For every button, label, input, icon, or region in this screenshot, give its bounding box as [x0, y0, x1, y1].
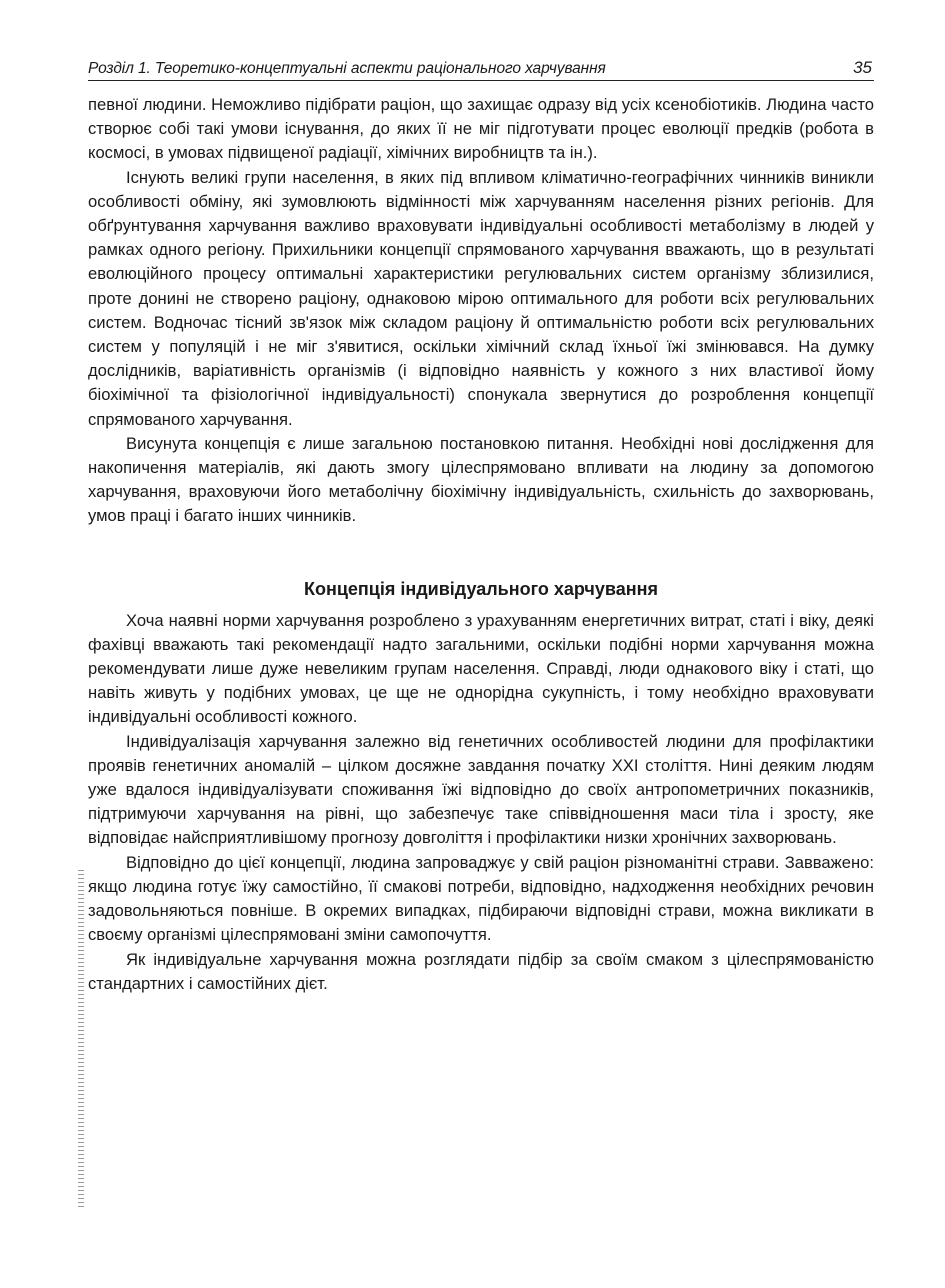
paragraph-continuation: певної людини. Неможливо підібрати раціон, що захищає одразу від усіх ксенобіотиків. Людина часто створює собі такі умови існування, до яких її не міг підготувати процес еволюції предків (робота в космосі, в умовах підвищеної радіації, хімічних виробництв та ін.). [88, 95, 874, 163]
page [88, 52, 874, 996]
paragraph: Індивідуалізація харчування залежно від генетичних особливостей людини для профілактики проявів генетичних аномалій – цілком досяжне завдання початку XXI століття. Нині деяким людям уже вдалося індивідуалізувати споживання їжі відповідно до своїх антропометричних показників, підтримуючи харчування на рівні, що забезпечує таке співвідношення маси тіла і зросту, яке відповідає найсприятливішому прогнозу довголіття і профілактики низки хронічних захворювань. [88, 731, 874, 848]
section-heading: Концепція індивідуального харчування [304, 578, 658, 599]
paragraph: Хоча наявні норми харчування розроблено з урахуванням енергетичних витрат, статі і віку, деякі фахівці вважають такі рекомендації надто загальними, оскільки подібні норми харчування можна рекомендувати лише дуже невеликим групам населення. Справді, люди однакового віку і статі, що навіть живуть у подібних умовах, це ще не однорідна сукупність, і тому необхідно враховувати індивідуальні особливості кожного. [88, 610, 874, 727]
running-title: Розділ 1. Теоретико-концептуальні аспекти раціонального харчування [88, 60, 606, 77]
paragraph: Як індивідуальне харчування можна розглядати підбір за своїм смаком з цілеспрямованістю стандартних і самостійних дієт. [88, 949, 874, 993]
paragraph: Існують великі групи населення, в яких під впливом кліматично-географічних чинників виникли особливості обміну, які зумовлюють відмінності між харчуванням населення різних регіонів. Для обґрунтування харчування важливо враховувати індивідуальні особливості метаболізму в людей у рамках одного регіону. Прихильники концепції спрямованого харчування вважають, що в результаті еволюційного процесу оптимальні характеристики регулювальних систем організму зблизилися, проте донині не створено раціону, однаковою мірою оптимального для роботи всіх регулювальних систем. Водночас тісний зв'язок між складом раціону й оптимальністю роботи всіх регулювальних систем у популяцій і не міг з'явитися, оскільки хімічний склад їхньої їжі змінювався. На думку дослідників, варіативність організмів (і відповідно наявність у кожного з них властивої йому біохімічної та фізіологічної індивідуальності) спонукала звернутися до розроблення концепції спрямованого харчування. [88, 167, 874, 429]
page-content [88, 93, 874, 996]
paragraph: Висунута концепція є лише загальною постановкою питання. Необхідні нові дослідження для накопичення матеріалів, які дають змогу цілеспрямовано впливати на людину за допомогою харчування, враховуючи його метаболічну біохімічну індивідуальність, схильність до захворювань, умов праці і багато інших чинників. [88, 433, 874, 526]
paragraph: Відповідно до цієї концепції, людина запроваджує у свій раціон різноманітні страви. Завважено: якщо людина готує їжу самостійно, її смакові потреби, відповідно, надходження необхідних речовин задовольняються повніше. В окремих випадках, підбираючи відповідні страви, можна викликати в своєму організмі цілеспрямовані зміни самопочуття. [88, 852, 874, 945]
scan-margin-artifact [78, 870, 84, 1210]
running-header [88, 52, 874, 81]
page-number: 35 [853, 58, 872, 77]
